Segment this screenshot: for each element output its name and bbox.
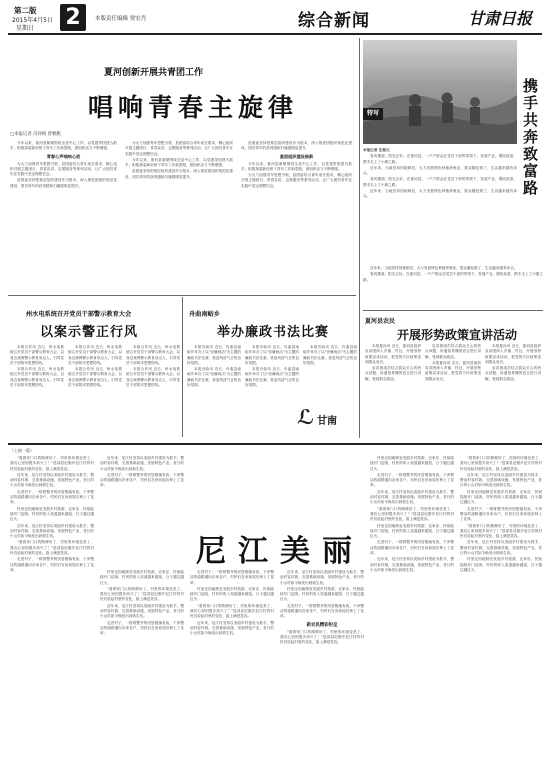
- bottom-paragraph: 走进村子，一排排整齐的民居错落有致，干净整洁的道路通向各家各户，村民们在房前屋后种上了花草。: [10, 489, 94, 505]
- edition-label: 第二版: [14, 6, 37, 15]
- lead-paragraph: 为大力加强青年思想引领，县团委结合青年成长需求，精心组织开展主题团日、青春宣讲、志愿服务等系列活动，让广大团员青年在实践中坚定理想信念。: [125, 141, 233, 156]
- gannan-logo: [297, 407, 355, 431]
- calligraphy-col-2: [245, 345, 299, 435]
- feature-photo: [363, 40, 517, 144]
- bottom-paragraph: "看着家门口的路修好了，村里的环境变美了，我们心里别提多高兴了！"迭部县尼傲乡尼江村的村民们说起村里的变化，脸上满是笑容。: [460, 456, 542, 471]
- policy-paragraph: 宣讲团成员结合群众关心的热点问题，用通俗易懂的语言进行讲解，受到群众欢迎。: [485, 366, 541, 381]
- lead-col-1: [10, 141, 117, 287]
- bottom-paragraph: 近年来，尼江村坚持以美丽乡村建设为抓手，整治村容村貌，完善基础设施，发展特色产业，昔日的小山村如今焕发出勃勃生机。: [460, 540, 542, 556]
- bottom-paragraph: "看着家门口的路修好了，村里的环境变美了，我们心里别提多高兴了！"迭部县尼傲乡尼江村的村民们说起村里的变化，脸上满是笑容。: [190, 603, 274, 619]
- feature-paragraph: 春风拂面，阳光正好。在夏河县，一户户群众在党员干部的带领下，发展产业，增收致富，携手走上了小康之路。: [363, 272, 543, 282]
- bottom-article: [8, 446, 542, 780]
- column-divider: [359, 38, 360, 438]
- bottom-source: （上接一版）: [10, 448, 34, 453]
- lead-paragraph: 为大力加强青年思想引领，县团委结合青年成长需求，精心组织开展主题团日、青春宣讲、志愿服务等系列活动，让广大团员青年在实践中坚定理想信念。: [10, 161, 117, 177]
- masthead-rule: [8, 33, 542, 35]
- warning-paragraph: 本报合作讯 近日，州水电系统召开党员干部警示教育大会，以身边案例警示教育身边人，引导党员干部筑牢思想防线。: [10, 367, 64, 388]
- lead-article: [8, 38, 354, 288]
- bottom-section-rule: [8, 443, 542, 445]
- feature-body-wide: [363, 266, 543, 306]
- calligraphy-paragraph: 本报舟曲讯 近日，舟曲县南峪乡举办了以"崇廉尚洁"为主题的廉政书法比赛，营造风清气正的良好氛围。: [245, 367, 299, 388]
- bottom-paragraph: 近年来，尼江村坚持以美丽乡村建设为抓手，整治村容村貌，完善基础设施，发展特色产业，昔日的小山村如今焕发出勃勃生机。: [10, 472, 94, 488]
- lead-byline: □本报记者 冯祥梅 曾帆帆: [10, 132, 61, 137]
- bottom-col-2b: [100, 570, 184, 778]
- bottom-paragraph: 走进村子，一排排整齐的民居错落有致，干净整洁的道路通向各家各户，村民们在房前屋后种上了花草。: [100, 472, 184, 488]
- policy-paragraph: 本报夏河讯 近日，夏河县组织宣讲团深入乡镇、村社，开展形势政策宣讲活动，把党的方针政策送到群众身边。: [485, 344, 541, 364]
- bottom-paragraph: 近年来，尼江村坚持以美丽乡村建设为抓手，整治村容村貌，完善基础设施，发展特色产业，昔日的小山村如今焕发出勃勃生机。: [460, 472, 542, 488]
- warning-paragraph: 本报合作讯 近日，州水电系统召开党员干部警示教育大会，以身边案例警示教育身边人，引导党员干部筑牢思想防线。: [126, 345, 180, 365]
- policy-col-2: [425, 344, 481, 436]
- bottom-col-5: [370, 456, 454, 778]
- bottom-paragraph: "看着家门口的路修好了，村里的环境变美了，我们心里别提多高兴了！"迭部县尼傲乡尼江村的村民们说起村里的变化，脸上满是笑容。: [280, 629, 364, 645]
- lead-paragraph: 县团委坚持把基层组织建设作为根本，深入推进团组织规范化建设，团员青年的获得感和归属感明显提升。: [10, 178, 117, 188]
- bottom-col-6: [460, 456, 542, 778]
- policy-paragraph: 本报夏河讯 近日，夏河县组织宣讲团深入乡镇、村社，开展形势政策宣讲活动，把党的方针政策送到群众身边。: [425, 360, 481, 381]
- policy-col-3: [485, 344, 541, 436]
- bottom-paragraph: 近年来，尼江村坚持以美丽乡村建设为抓手，整治村容村貌，完善基础设施，发展特色产业，昔日的小山村如今焕发出勃勃生机。: [370, 489, 454, 505]
- bottom-paragraph: 走进村子，一排排整齐的民居错落有致，干净整洁的道路通向各家各户，村民们在房前屋后种上了花草。: [370, 540, 454, 556]
- bottom-paragraph: 走进村子，一排排整齐的民居错落有致，干净整洁的道路通向各家各户，村民们在房前屋后种上了花草。: [460, 506, 542, 522]
- policy-paragraph: 宣讲团成员结合群众关心的热点问题，用通俗易懂的语言进行讲解，受到群众欢迎。: [425, 344, 481, 359]
- calligraphy-paragraph: 本报舟曲讯 近日，舟曲县南峪乡举办了以"崇廉尚洁"为主题的廉政书法比赛，营造风清气正的良好氛围。: [245, 345, 299, 365]
- calligraphy-col-1: [187, 345, 241, 435]
- lead-col-3: [241, 141, 352, 287]
- lead-paragraph: 为大力加强青年思想引领，县团委结合青年成长需求，精心组织开展主题团日、青春宣讲、志愿服务等系列活动，让广大团员青年在实践中坚定理想信念。: [241, 173, 352, 188]
- warning-col-2: [68, 345, 122, 435]
- bottom-paragraph: 村里还因地制宜发展乡村旅游，农家乐、民宿陆续开门迎客，村民的收入渠道越来越宽，日子越过越红火。: [280, 586, 364, 602]
- bottom-paragraph: "看着家门口的路修好了，村里的环境变美了，我们心里别提多高兴了！"迭部县尼傲乡尼江村的村民们说起村里的变化，脸上满是笑容。: [100, 586, 184, 602]
- lead-headline: 唱响青春主旋律: [88, 93, 299, 122]
- policy-kicker: 夏河县农民: [365, 318, 396, 325]
- lead-paragraph: 县团委坚持把基层组织建设作为根本，深入推进团组织规范化建设，团员青年的获得感和归属感明显提升。: [241, 141, 352, 151]
- section-divider: [8, 295, 356, 296]
- section-divider: [363, 310, 543, 311]
- lead-col-2: [125, 141, 233, 287]
- page-number-box: [60, 4, 86, 31]
- bottom-paragraph: 走进村子，一排排整齐的民居错落有致，干净整洁的道路通向各家各户，村民们在房前屋后种上了花草。: [370, 472, 454, 488]
- bottom-paragraph: "看着家门口的路修好了，村里的环境变美了，我们心里别提多高兴了！"迭部县尼傲乡尼江村的村民们说起村里的变化，脸上满是笑容。: [10, 540, 94, 556]
- bottom-paragraph: 村里还因地制宜发展乡村旅游，农家乐、民宿陆续开门迎客，村民的收入渠道越来越宽，日子越过越红火。: [190, 586, 274, 602]
- feature-label-text: 特写: [366, 110, 379, 117]
- calligraphy-col-3: [303, 345, 357, 397]
- warning-paragraph: 本报合作讯 近日，州水电系统召开党员干部警示教育大会，以身边案例警示教育身边人，引导党员干部筑牢思想防线。: [10, 345, 64, 365]
- calligraphy-article: [185, 297, 357, 437]
- logo-swirl-icon: ℒ: [297, 405, 315, 429]
- bottom-paragraph: 近年来，尼江村坚持以美丽乡村建设为抓手，整治村容村貌，完善基础设施，发展特色产业，昔日的小山村如今焕发出勃勃生机。: [100, 456, 184, 471]
- lead-section-label: 基层组织建设焕新: [279, 153, 314, 159]
- bottom-paragraph: 村里还因地制宜发展乡村旅游，农家乐、民宿陆续开门迎客，村民的收入渠道越来越宽，日子越过越红火。: [370, 523, 454, 539]
- warning-col-3: [126, 345, 180, 435]
- bottom-headline: 尼江美丽: [196, 534, 364, 569]
- paper-name: 甘肃日报: [468, 9, 533, 28]
- feature-article: [363, 38, 543, 308]
- feature-paragraph: 本报记者 庄俊元: [363, 148, 390, 152]
- warning-paragraph: 本报合作讯 近日，州水电系统召开党员干部警示教育大会，以身边案例警示教育身边人，引导党员干部筑牢思想防线。: [68, 345, 122, 365]
- feature-paragraph: 春风拂面，阳光正好。在夏河县，一户户群众在党员干部的带领下，发展产业，增收致富，携手走上了小康之路。: [363, 177, 517, 187]
- bottom-paragraph: 村里还因地制宜发展乡村旅游，农家乐、民宿陆续开门迎客，村民的收入渠道越来越宽，日子越过越红火。: [460, 557, 542, 572]
- policy-headline: 开展形势政策宣讲活动: [397, 328, 518, 342]
- bottom-subhead: 新农民精彩纷呈: [306, 622, 338, 628]
- bottom-paragraph: 近年来，尼江村坚持以美丽乡村建设为抓手，整治村容村貌，完善基础设施，发展特色产业，昔日的小山村如今焕发出勃勃生机。: [10, 523, 94, 539]
- feature-body: [363, 148, 517, 266]
- calligraphy-paragraph: 本报舟曲讯 近日，舟曲县南峪乡举办了以"崇廉尚洁"为主题的廉政书法比赛，营造风清气正的良好氛围。: [303, 345, 357, 365]
- warning-headline: 以案示警正行风: [40, 325, 139, 340]
- bottom-paragraph: 走进村子，一排排整齐的民居错落有致，干净整洁的道路通向各家各户，村民们在房前屋后种上了花草。: [100, 620, 184, 636]
- column-divider: [182, 297, 183, 437]
- lead-paragraph: 今年以来，夏河县紧紧围绕全县中心工作，以党建带团建为抓手，积极探索新形势下青年工作新思路，团组织活力不断增强。: [241, 161, 352, 171]
- feature-headline: 携手共奔致富路: [523, 77, 539, 197]
- policy-paragraph: 本报夏河讯 近日，夏河县组织宣讲团深入乡镇、村社，开展形势政策宣讲活动，把党的方针政策送到群众身边。: [365, 344, 421, 364]
- bottom-paragraph: 走进村子，一排排整齐的民居错落有致，干净整洁的道路通向各家各户，村民们在房前屋后种上了花草。: [280, 603, 364, 619]
- section-title: 综合新闻: [298, 11, 370, 31]
- lead-section-label: 青春心声唱响心底: [46, 153, 81, 159]
- bottom-col-3: [190, 570, 274, 778]
- bottom-paragraph: 村里还因地制宜发展乡村旅游，农家乐、民宿陆续开门迎客，村民的收入渠道越来越宽，日子越过越红火。: [460, 489, 542, 505]
- bottom-paragraph: 近年来，尼江村坚持以美丽乡村建设为抓手，整治村容村貌，完善基础设施，发展特色产业，昔日的小山村如今焕发出勃勃生机。: [280, 570, 364, 585]
- lead-paragraph: 县团委坚持把基层组织建设作为根本，深入推进团组织规范化建设，团员青年的获得感和归属感明显提升。: [125, 169, 233, 179]
- bottom-col-1: [10, 456, 94, 778]
- feature-paragraph: 近年来，当地坚持因地制宜，大力发展特色种植养殖业，群众腰包鼓了，生活越来越有奔头。: [370, 266, 518, 270]
- policy-col-1: [365, 344, 421, 436]
- lead-paragraph: 今年以来，夏河县紧紧围绕全县中心工作，以党建带团建为抓手，积极探索新形势下青年工作新思路，团组织活力不断增强。: [10, 141, 117, 151]
- feature-label: [363, 108, 383, 120]
- calligraphy-kicker: 舟曲南峪乡: [189, 311, 220, 318]
- bottom-paragraph: 走进村子，一排排整齐的民居错落有致，干净整洁的道路通向各家各户，村民们在房前屋后种上了花草。: [10, 557, 94, 572]
- bottom-paragraph: "看着家门口的路修好了，村里的环境变美了，我们心里别提多高兴了！"迭部县尼傲乡尼江村的村民们说起村里的变化，脸上满是笑容。: [460, 523, 542, 539]
- feature-paragraph: 春风拂面，阳光正好。在夏河县，一户户群众在党员干部的带领下，发展产业，增收致富，携手走上了小康之路。: [363, 154, 517, 164]
- warning-paragraph: 本报合作讯 近日，州水电系统召开党员干部警示教育大会，以身边案例警示教育身边人，引导党员干部筑牢思想防线。: [126, 367, 180, 388]
- bottom-col-2: [100, 456, 184, 516]
- policy-paragraph: 宣讲团成员结合群众关心的热点问题，用通俗易懂的语言进行讲解，受到群众欢迎。: [365, 366, 421, 381]
- masthead: [0, 0, 550, 34]
- policy-article: [363, 312, 543, 438]
- editor-line: 本版责任编辑 贾宏肖: [95, 16, 147, 22]
- bottom-paragraph: 村里还因地制宜发展乡村旅游，农家乐、民宿陆续开门迎客，村民的收入渠道越来越宽，日子越过越红火。: [100, 570, 184, 585]
- bottom-paragraph: 走进村子，一排排整齐的民居错落有致，干净整洁的道路通向各家各户，村民们在房前屋后种上了花草。: [190, 570, 274, 585]
- feature-paragraph: 近年来，当地坚持因地制宜，大力发展特色种植养殖业，群众腰包鼓了，生活越来越有奔头。: [363, 165, 517, 176]
- bottom-col-4: [280, 570, 364, 778]
- bottom-paragraph: 村里还因地制宜发展乡村旅游，农家乐、民宿陆续开门迎客，村民的收入渠道越来越宽，日子越过越红火。: [10, 506, 94, 522]
- bottom-paragraph: "看着家门口的路修好了，村里的环境变美了，我们心里别提多高兴了！"迭部县尼傲乡尼江村的村民们说起村里的变化，脸上满是笑容。: [10, 456, 94, 471]
- calligraphy-headline: 举办廉政书法比赛: [217, 325, 330, 340]
- page-number: 2: [65, 5, 81, 30]
- bottom-paragraph: 近年来，尼江村坚持以美丽乡村建设为抓手，整治村容村貌，完善基础设施，发展特色产业，昔日的小山村如今焕发出勃勃生机。: [190, 620, 274, 636]
- issue-weekday: 星期日: [16, 25, 35, 32]
- bottom-paragraph: 近年来，尼江村坚持以美丽乡村建设为抓手，整治村容村貌，完善基础设施，发展特色产业，昔日的小山村如今焕发出勃勃生机。: [100, 603, 184, 619]
- issue-date: 2015年4月5日: [12, 17, 53, 24]
- logo-text: 甘南: [317, 416, 337, 427]
- bottom-paragraph: 村里还因地制宜发展乡村旅游，农家乐、民宿陆续开门迎客，村民的收入渠道越来越宽，日子越过越红火。: [370, 456, 454, 471]
- lead-paragraph: 今年以来，夏河县紧紧围绕全县中心工作，以党建带团建为抓手，积极探索新形势下青年工作新思路，团组织活力不断增强。: [125, 157, 233, 168]
- warning-article: [8, 297, 180, 437]
- calligraphy-paragraph: 本报舟曲讯 近日，舟曲县南峪乡举办了以"崇廉尚洁"为主题的廉政书法比赛，营造风清气正的良好氛围。: [187, 367, 241, 388]
- calligraphy-paragraph: 本报舟曲讯 近日，舟曲县南峪乡举办了以"崇廉尚洁"为主题的廉政书法比赛，营造风清气正的良好氛围。: [187, 345, 241, 365]
- feature-photo-illustration: [363, 40, 517, 144]
- feature-paragraph: 近年来，当地坚持因地制宜，大力发展特色种植养殖业，群众腰包鼓了，生活越来越有奔头。: [363, 189, 517, 199]
- lead-kicker: 夏河创新开展共青团工作: [104, 68, 204, 78]
- warning-col-1: [10, 345, 64, 435]
- bottom-paragraph: 近年来，尼江村坚持以美丽乡村建设为抓手，整治村容村貌，完善基础设施，发展特色产业，昔日的小山村如今焕发出勃勃生机。: [370, 557, 454, 572]
- warning-kicker: 州水电系统召开党员干部警示教育大会: [26, 311, 132, 318]
- warning-paragraph: 本报合作讯 近日，州水电系统召开党员干部警示教育大会，以身边案例警示教育身边人，引导党员干部筑牢思想防线。: [68, 367, 122, 388]
- bottom-paragraph: "看着家门口的路修好了，村里的环境变美了，我们心里别提多高兴了！"迭部县尼傲乡尼江村的村民们说起村里的变化，脸上满是笑容。: [370, 506, 454, 522]
